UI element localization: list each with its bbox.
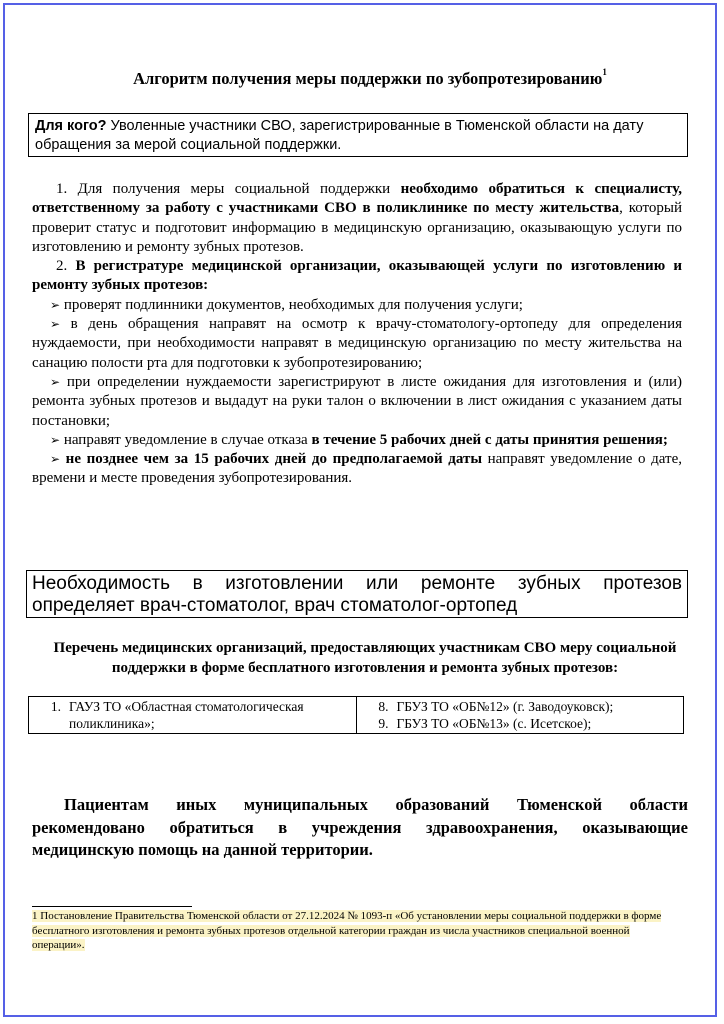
arrow-bullet-icon: ➢ <box>50 432 61 447</box>
bullet-1-text: проверят подлинники документов, необходимых для получения услуги; <box>63 296 523 313</box>
bullet-item <box>32 450 682 489</box>
org-number: 8. <box>378 699 389 714</box>
bullet-item <box>32 431 682 450</box>
organizations-list-title: Перечень медицинских организаций, предоставляющих участникам СВО меру социальной поддержки в форме бесплатного изготовления и ремонта зубных протезов: <box>53 640 677 676</box>
bullet-item <box>32 296 682 315</box>
table-row <box>29 697 684 734</box>
arrow-bullet-icon: ➢ <box>50 374 61 389</box>
bullet-3-text: при определении нуждаемости зарегистрируют в листе ожидания для изготовления и (или) ремонта зубных протезов и выдадут на руки талон о включении в лист ожидания с указанием даты постановки; <box>32 373 683 429</box>
step-1-bold: необходимо обратиться к специалисту, ответственному за работу с участниками СВО в поликлинике по месту жительства <box>32 181 682 217</box>
org-name: ГБУЗ ТО «ОБ№13» (с. Исетское); <box>396 716 592 731</box>
org-number: 1. <box>50 699 61 714</box>
org-name: ГАУЗ ТО «Областная стоматологическая поликлиника»; <box>69 699 304 731</box>
bullet-item <box>32 373 682 431</box>
step-2 <box>32 257 682 296</box>
footnote-divider <box>32 906 192 907</box>
title-text: Алгоритм получения меры поддержки по зубопротезированию <box>133 69 603 88</box>
bullet-5-bold: не позднее чем за 15 рабочих дней до предполагаемой даты <box>65 451 483 468</box>
bullet-4-bold: в течение 5 рабочих дней с даты принятия решения; <box>311 431 668 448</box>
bullet-item <box>32 315 682 373</box>
bullet-5-text: направят уведомление о дате, времени и месте проведения зубопротезирования. <box>32 451 683 487</box>
for-whom-text: Уволенные участники СВО, зарегистрированные в Тюменской области на дату обращения за мерой социальной поддержки. <box>35 118 644 153</box>
org-name: ГБУЗ ТО «ОБ№12» (г. Заводоуковск); <box>396 699 614 714</box>
step-1-text-end: , который проверит статус и подготовит информацию в медицинскую организацию, оказывающую услуги по изготовлению и ремонту зубных протезов. <box>32 200 682 255</box>
for-whom-label: Для кого? <box>35 118 107 134</box>
organizations-right-cell <box>356 697 684 734</box>
step-1-text: 1. Для получения меры социальной поддержки <box>56 181 401 197</box>
organizations-left-cell <box>29 697 357 734</box>
footnote-text: Постановление Правительства Тюменской области от 27.12.2024 № 1093-п «Об установлении меры социальной поддержки в форме бесплатного изготовления и ремонта зубных протезов отдельной категории граждан из числа участников специальной военной операции». <box>32 910 662 951</box>
bullet-2-text: в день обращения направят на осмотр к врачу-стоматологу-ортопеду для определения нуждаемости, при необходимости направят в медицинскую организацию по месту жительства на санацию полости рта для подготовки к зубопротезированию; <box>32 316 683 371</box>
arrow-bullet-icon: ➢ <box>50 297 61 312</box>
other-municipalities-note: Пациентам иных муниципальных образований Тюменской области рекомендовано обратиться в учреждения здравоохранения, оказывающие медицинскую помощь на данной территории. <box>32 795 688 859</box>
list-item <box>33 698 352 732</box>
list-item <box>361 698 680 715</box>
specialist-note-box: Необходимость в изготовлении или ремонте зубных протезов определяет врач-стоматолог, врач стоматолог-ортопед <box>26 570 688 618</box>
org-number: 9. <box>378 716 389 731</box>
step-2-number: 2. <box>56 258 76 275</box>
footnote <box>32 909 682 953</box>
bullet-4-text: направят уведомление в случае отказа <box>63 431 312 448</box>
document-title <box>40 69 700 89</box>
step-2-bold: В регистратуре медицинской организации, оказывающей услуги по изготовлению и ремонту зубных протезов: <box>32 258 683 294</box>
step-1 <box>32 180 682 257</box>
footnote-number: 1 <box>32 910 38 922</box>
footnote-highlight <box>32 910 661 951</box>
arrow-bullet-icon: ➢ <box>50 452 61 467</box>
procedure-steps <box>32 180 682 489</box>
arrow-bullet-icon: ➢ <box>50 317 61 332</box>
organizations-table <box>28 696 684 734</box>
title-footnote-ref: 1 <box>602 67 607 77</box>
target-audience-box <box>28 113 688 157</box>
list-item <box>361 715 680 732</box>
